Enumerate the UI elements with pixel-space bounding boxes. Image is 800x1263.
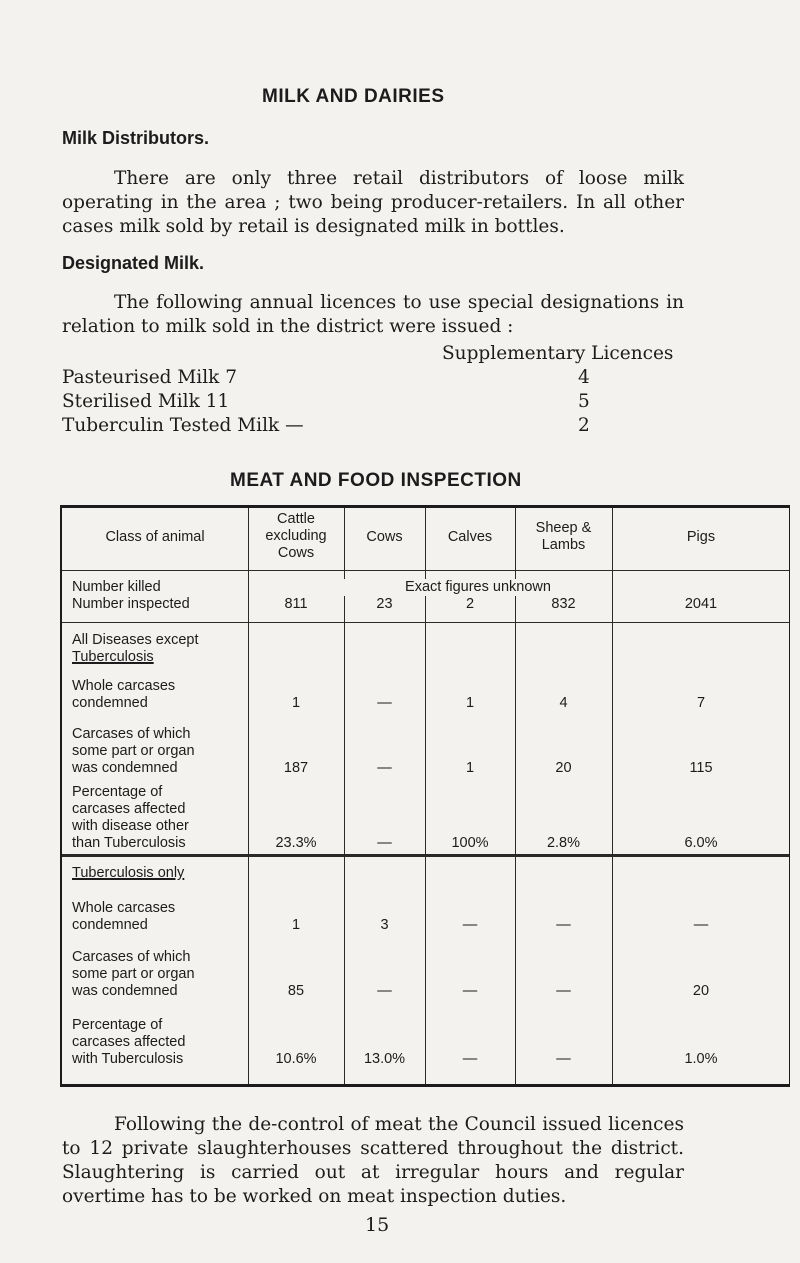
inspected-calves: 2 bbox=[465, 596, 475, 612]
inspected-cows: 23 bbox=[376, 596, 393, 612]
inspected-pigs: 2041 bbox=[684, 596, 718, 612]
distributors-paragraph: There are only three retail distributors of loose milk operating in the area ; two being producer-retailers. In all other cases milk sold by retail is designated milk in bottles. bbox=[62, 168, 684, 237]
table-cell: 4 bbox=[559, 695, 568, 711]
designated-heading: Designated Milk. bbox=[62, 253, 205, 273]
row-label-percentage: Percentage of carcases affected with disease other than Tuberculosis bbox=[72, 784, 189, 851]
row-label-percentage: Percentage of carcases affected with Tuberculosis bbox=[72, 1017, 186, 1067]
group-title-tuberculosis: Tuberculosis only bbox=[72, 865, 185, 881]
table-cell: 100% bbox=[451, 835, 489, 851]
meat-inspection-table bbox=[60, 505, 790, 1087]
table-cell: — bbox=[556, 917, 571, 933]
table-cell: 1 bbox=[291, 917, 301, 933]
table-cell: 1 bbox=[291, 695, 301, 711]
inspected-sheep: 832 bbox=[551, 596, 576, 612]
designated-paragraph: The following annual licences to use special designations in relation to milk sold in the district were issued : bbox=[62, 292, 684, 337]
table-cell: — bbox=[377, 695, 392, 711]
number-inspected-label: Number inspected bbox=[72, 596, 190, 612]
licence-supplementary: 4 bbox=[578, 367, 590, 388]
row-label-part-condemned: Carcases of which some part or organ was condemned bbox=[72, 949, 195, 999]
page-number: 15 bbox=[365, 1214, 390, 1236]
row-divider bbox=[62, 622, 789, 623]
table-cell: 20 bbox=[692, 983, 710, 999]
inspected-cattle: 811 bbox=[284, 596, 308, 612]
header-class-of-animal: Class of animal bbox=[105, 529, 205, 545]
table-cell: — bbox=[377, 983, 392, 999]
table-cell: 187 bbox=[283, 760, 309, 776]
distributors-heading: Milk Distributors. bbox=[62, 128, 210, 148]
header-sheep-lambs: Sheep & Lambs bbox=[535, 520, 592, 553]
table-cell: — bbox=[693, 917, 709, 933]
header-pigs: Pigs bbox=[686, 529, 716, 545]
table-cell: 115 bbox=[689, 760, 713, 776]
table-cell: 20 bbox=[555, 760, 572, 776]
row-label-whole-carcases: Whole carcases condemned bbox=[72, 900, 176, 933]
row-label-whole-carcases: Whole carcases condemned bbox=[72, 678, 176, 711]
licence-row: Sterilised Milk 11 bbox=[62, 391, 230, 412]
table-cell: 10.6% bbox=[275, 1051, 317, 1067]
licence-row: Tuberculin Tested Milk — bbox=[62, 415, 304, 436]
row-label-part-condemned: Carcases of which some part or organ was condemned bbox=[72, 726, 195, 776]
table-cell: 3 bbox=[380, 917, 389, 933]
page-title: MILK AND DAIRIES bbox=[262, 86, 445, 107]
table-cell: — bbox=[556, 1051, 571, 1067]
meat-section-title: MEAT AND FOOD INSPECTION bbox=[230, 470, 522, 491]
table-cell: 1 bbox=[465, 695, 475, 711]
table-cell: 23.3% bbox=[275, 835, 317, 851]
table-cell: 2.8% bbox=[546, 835, 581, 851]
table-cell: — bbox=[462, 917, 478, 933]
header-cattle: Cattle excluding Cows bbox=[265, 511, 327, 561]
table-cell: 85 bbox=[287, 983, 305, 999]
table-cell: 7 bbox=[696, 695, 706, 711]
table-cell: 13.0% bbox=[363, 1051, 406, 1067]
number-killed-label: Number killed bbox=[72, 579, 161, 595]
group-title-all-diseases: All Diseases except Tuberculosis bbox=[72, 632, 199, 665]
table-cell: — bbox=[377, 835, 392, 851]
row-divider bbox=[62, 854, 789, 857]
table-cell: 1 bbox=[465, 760, 475, 776]
licence-supplementary: 2 bbox=[578, 415, 590, 436]
number-killed-note: Exact figures unknown bbox=[344, 579, 612, 596]
table-cell: — bbox=[462, 1051, 478, 1067]
table-cell: 6.0% bbox=[684, 835, 718, 851]
table-cell: — bbox=[377, 760, 392, 776]
licence-row: Pasteurised Milk 7 bbox=[62, 367, 238, 388]
header-cows: Cows bbox=[366, 529, 403, 545]
supplementary-header: Supplementary Licences bbox=[442, 343, 674, 364]
closing-paragraph: Following the de-control of meat the Council issued licences to 12 private slaughterhouses scattered throughout the district. Slaughtering is carried out at irregular hours and regular overtime has to be worked on meat inspection duties. bbox=[62, 1114, 684, 1207]
licence-supplementary: 5 bbox=[578, 391, 590, 412]
row-divider bbox=[62, 570, 789, 571]
table-cell: 1.0% bbox=[684, 1051, 718, 1067]
table-cell: — bbox=[462, 983, 478, 999]
table-cell: — bbox=[556, 983, 571, 999]
header-calves: Calves bbox=[447, 529, 493, 545]
